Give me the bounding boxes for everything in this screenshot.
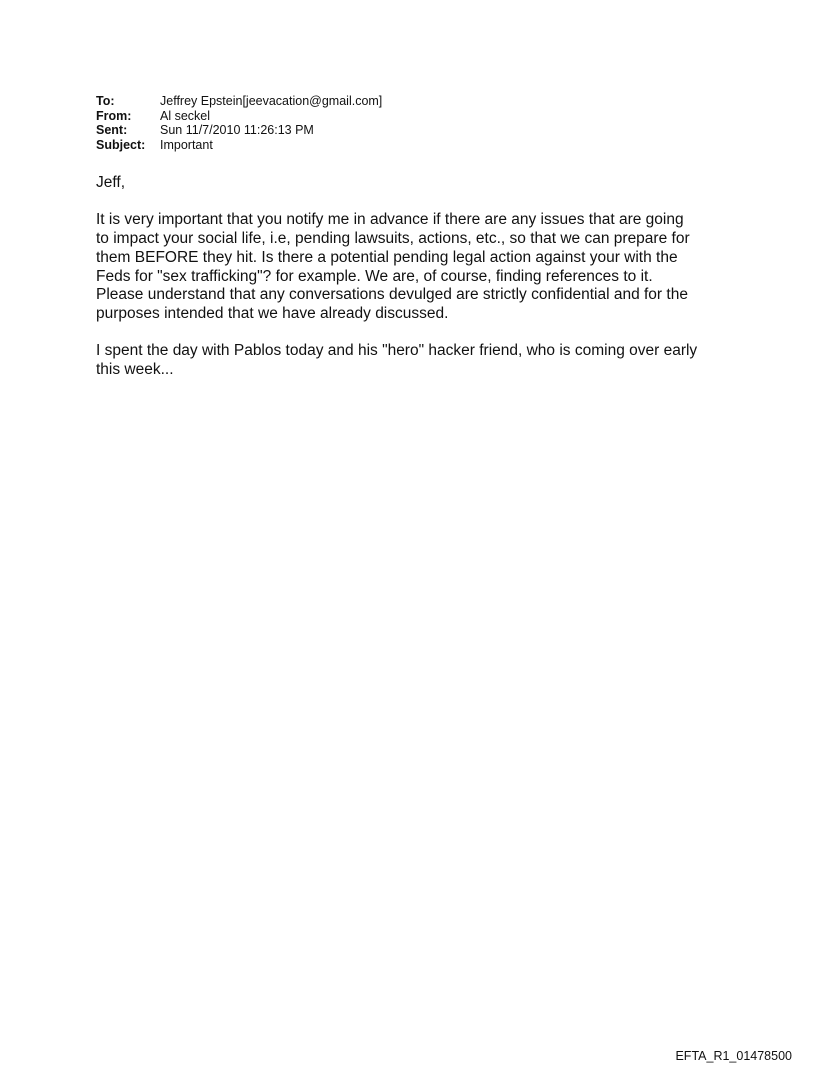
sent-row [96,123,382,138]
greeting: Jeff, [96,174,126,191]
from-row [96,109,382,124]
paragraph-line: It is very important that you notify me in advance if there are any issues that are going [96,211,684,229]
to-label: To: [96,94,115,108]
paragraph-line: I spent the day with Pablos today and his "hero" hacker friend, who is coming over early [96,342,698,360]
from-value: Al seckel [160,108,211,123]
paragraph-line: Please understand that any conversations devulged are strictly confidential and for the [96,286,688,304]
paragraph-1 [96,211,736,323]
subject-row [96,138,382,153]
paragraph-line: them BEFORE they hit. Is there a potential pending legal action against your with the [96,248,678,266]
sent-label: Sent: [96,123,128,137]
to-row [96,94,382,109]
email-body [96,174,736,380]
paragraph-gap [96,193,736,212]
document-id: EFTA_R1_01478500 [675,1049,792,1063]
paragraph-gap [96,324,736,343]
paragraph-line: purposes intended that we have already discussed. [96,304,449,322]
from-label: From: [96,108,132,123]
email-header [96,94,382,152]
sent-value: Sun 11/7/2010 11:26:13 PM [160,123,314,137]
paragraph-line: Feds for "sex trafficking"? for example. We are, of course, finding references to it. [96,267,653,285]
to-value: Jeffrey Epstein[jeevacation@gmail.com] [160,94,383,108]
paragraph-line: to impact your social life, i.e, pending lawsuits, actions, etc., so that we can prepare for [96,230,690,248]
subject-value: Important [160,137,213,152]
paragraph-line: this week... [96,361,174,378]
subject-label: Subject: [96,137,146,152]
paragraph-2 [96,342,736,379]
